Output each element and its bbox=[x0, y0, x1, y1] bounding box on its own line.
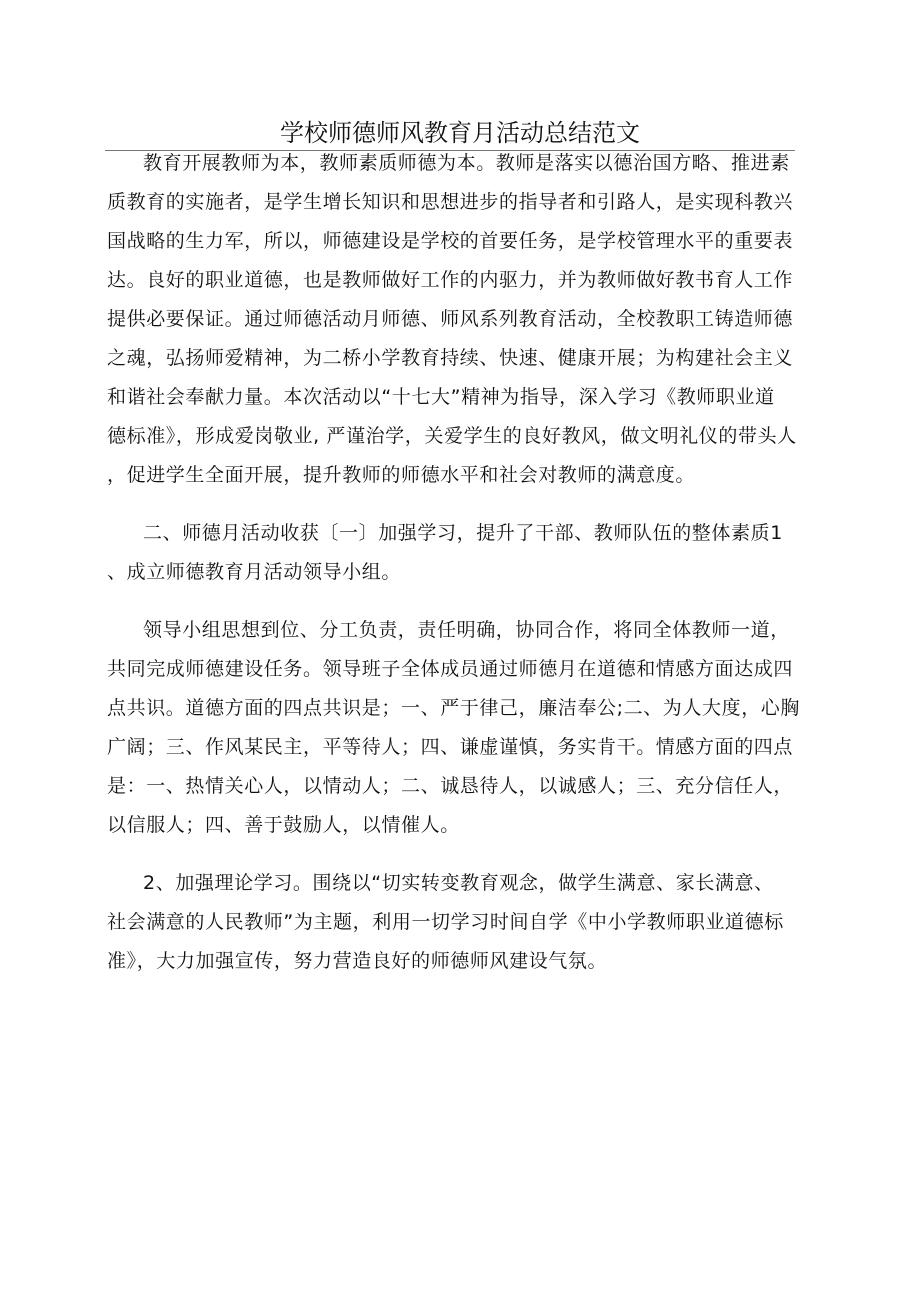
paragraph-line: 和谐社会奉献力量。本次活动以“十七大”精神为指导，深入学习《教师职业道 bbox=[107, 386, 775, 408]
paragraph-line: 点共识。道德方面的四点共识是；一、严于律己，廉洁奉公;二、为人大度，心胸 bbox=[107, 697, 801, 719]
paragraph-line: 提供必要保证。通过师德活动月师德、师风系列教育活动，全校教职工铸造师德 bbox=[107, 308, 794, 330]
paragraph-line: 质教育的实施者，是学生增长知识和思想进步的指导者和引路人，是实现科教兴 bbox=[107, 191, 794, 213]
paragraph-line: 德标准》，形成爱岗敬业, 严谨治学，关爱学生的良好教风，做文明礼仪的带头人 bbox=[107, 425, 797, 447]
document-title: 学校师德师风教育月活动总结范文 bbox=[280, 119, 640, 147]
paragraph bbox=[107, 864, 807, 981]
paragraph-line: 领导小组思想到位、分工负责，责任明确，协同合作，将同全体教师一道， bbox=[143, 619, 790, 641]
document-body bbox=[107, 144, 807, 1000]
paragraph-line: 准》，大力加强宣传，努力营造良好的师德师风建设气氛。 bbox=[107, 950, 608, 972]
paragraph bbox=[107, 144, 807, 495]
paragraph-line: 是：一、热情关心人，以情动人；二、诚恳待人，以诚感人；三、充分信任人， bbox=[107, 775, 794, 797]
paragraph-line: 教育开展教师为本，教师素质师德为本。教师是落实以德治国方略、推进素 bbox=[143, 152, 790, 174]
paragraph-line: 二、师德月活动收获〔一〕加强学习，提升了干部、教师队伍的整体素质1 bbox=[143, 522, 783, 544]
paragraph-line: 国战略的生力军，所以，师德建设是学校的首要任务，是学校管理水平的重要表 bbox=[107, 230, 794, 252]
paragraph-line: 社会满意的人民教师”为主题，利用一切学习时间自学《中小学教师职业道德标 bbox=[107, 911, 784, 933]
paragraph bbox=[107, 611, 807, 845]
paragraph-line: 2、加强理论学习。围绕以“切实转变教育观念，做学生满意、家长满意、 bbox=[143, 872, 774, 894]
paragraph-line: 以信服人；四、善于鼓励人，以情催人。 bbox=[107, 814, 460, 836]
paragraph-line: 共同完成师德建设任务。领导班子全体成员通过师德月在道德和情感方面达成四 bbox=[107, 658, 794, 680]
paragraph-line: 广阔；三、作风某民主，平等待人；四、谦虚谨慎，务实肯干。情感方面的四点 bbox=[107, 736, 794, 758]
paragraph bbox=[107, 514, 807, 592]
paragraph-line: 达。良好的职业道德，也是教师做好工作的内驱力，并为教师做好教书育人工作 bbox=[107, 269, 794, 291]
paragraph-line: 之魂，弘扬师爱精神，为二桥小学教育持续、快速、健康开展；为构建社会主义 bbox=[107, 347, 794, 369]
paragraph-line: 、成立师德教育月活动领导小组。 bbox=[107, 561, 402, 583]
paragraph-line: ，促进学生全面开展，提升教师的师德水平和社会对教师的满意度。 bbox=[107, 464, 696, 486]
